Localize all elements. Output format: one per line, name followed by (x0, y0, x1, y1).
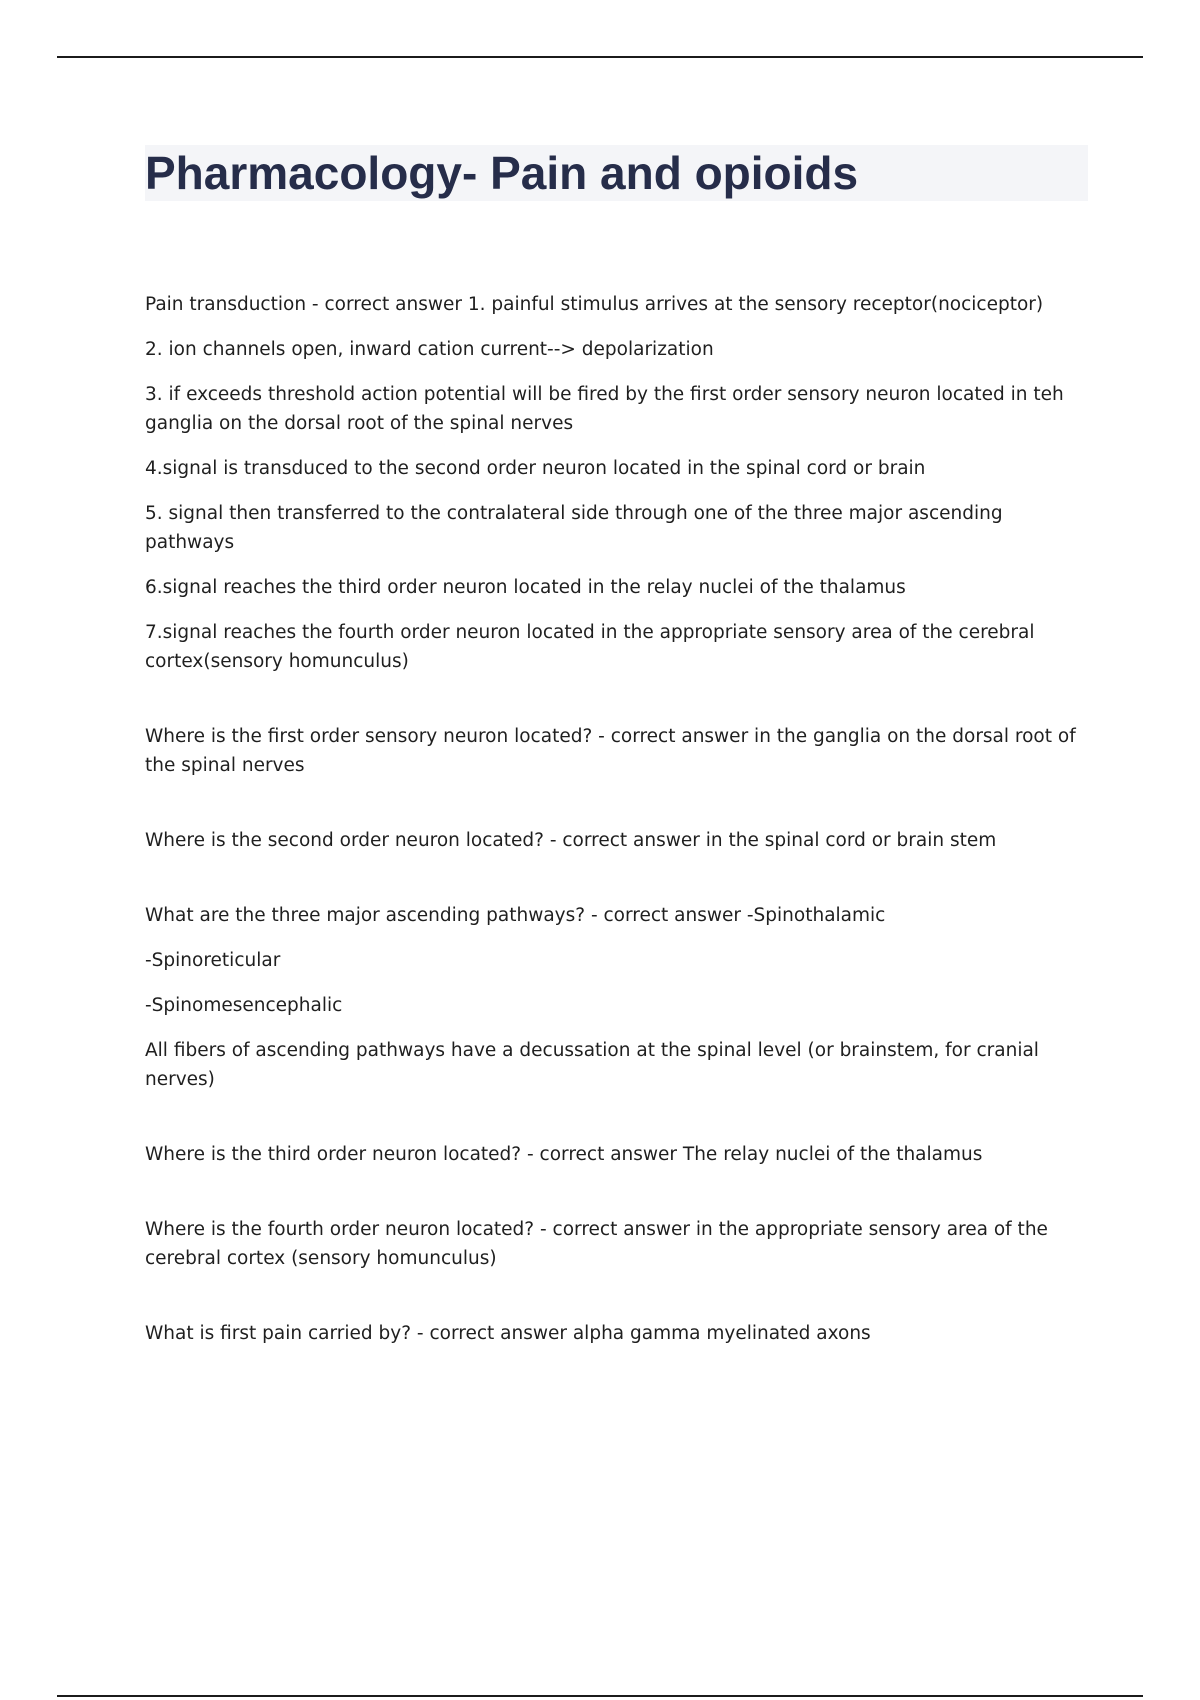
entry-first-order-neuron (145, 722, 1090, 780)
entry-first-pain (145, 1319, 1090, 1348)
bottom-rule (57, 1695, 1143, 1697)
paragraph: 6.signal reaches the third order neuron located in the relay nuclei of the thalamus (145, 577, 906, 598)
document-body (145, 290, 1090, 1364)
entry-second-order-neuron (145, 826, 1090, 855)
paragraph: -Spinomesencephalic (145, 995, 343, 1016)
entry-fourth-order-neuron (145, 1215, 1090, 1273)
paragraph: 7.signal reaches the fourth order neuron located in the appropriate sensory area of the cerebral cortex(sensory homunculus) (145, 622, 1035, 672)
paragraph: All fibers of ascending pathways have a decussation at the spinal level (or brainstem, for cranial nerves) (145, 1040, 1039, 1090)
paragraph: Where is the second order neuron located? - correct answer in the spinal cord or brain stem (145, 830, 997, 851)
entry-pain-transduction (145, 290, 1090, 676)
top-rule (57, 56, 1143, 58)
paragraph: Pain transduction - correct answer 1. painful stimulus arrives at the sensory receptor(nociceptor) (145, 294, 1044, 315)
page-title: Pharmacology- Pain and opioids (145, 147, 859, 199)
paragraph: 2. ion channels open, inward cation current--> depolarization (145, 339, 714, 360)
paragraph: Where is the first order sensory neuron located? - correct answer in the ganglia on the dorsal root of the spinal nerves (145, 726, 1076, 776)
paragraph: 4.signal is transduced to the second order neuron located in the spinal cord or brain (145, 458, 926, 479)
paragraph: What is first pain carried by? - correct answer alpha gamma myelinated axons (145, 1323, 871, 1344)
entry-third-order-neuron (145, 1140, 1090, 1169)
paragraph: Where is the third order neuron located? - correct answer The relay nuclei of the thalamus (145, 1144, 983, 1165)
paragraph: What are the three major ascending pathways? - correct answer -Spinothalamic (145, 905, 886, 926)
paragraph: 3. if exceeds threshold action potential will be fired by the first order sensory neuron located in teh ganglia on the dorsal root of the spinal nerves (145, 384, 1064, 434)
paragraph: 5. signal then transferred to the contralateral side through one of the three major ascending pathways (145, 503, 1003, 553)
paragraph: -Spinoreticular (145, 950, 281, 971)
paragraph: Where is the fourth order neuron located? - correct answer in the appropriate sensory area of the cerebral cortex (sensory homunculus) (145, 1219, 1048, 1269)
entry-ascending-pathways (145, 901, 1090, 1094)
